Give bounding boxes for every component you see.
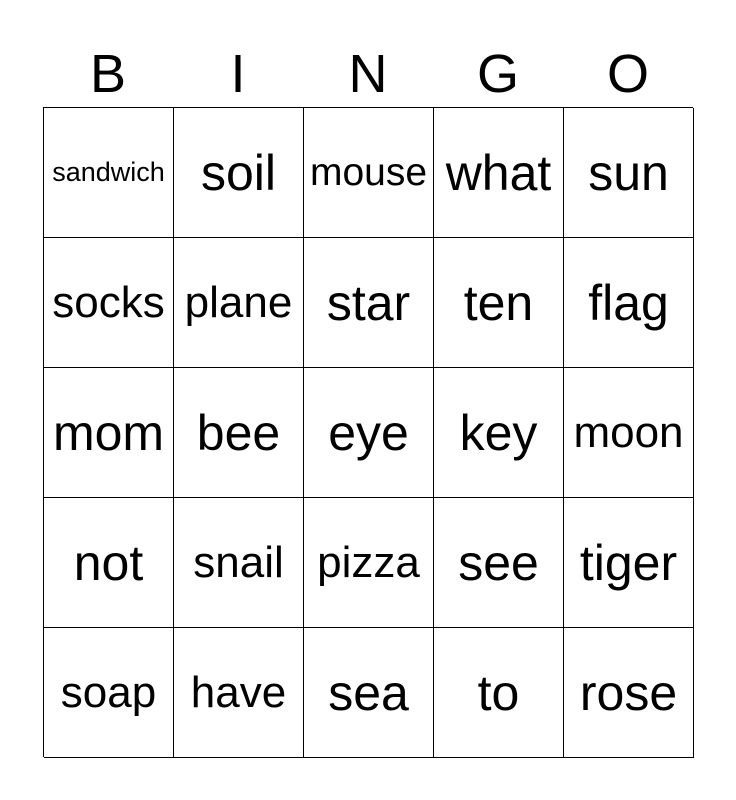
bingo-cell[interactable]: ten (434, 238, 564, 368)
bingo-header (43, 40, 693, 108)
bingo-cell[interactable]: moon (564, 368, 694, 498)
bingo-cell[interactable]: sea (304, 628, 434, 758)
bingo-cell[interactable]: socks (44, 238, 174, 368)
bingo-cell[interactable]: pizza (304, 498, 434, 628)
bingo-cell[interactable]: have (174, 628, 304, 758)
bingo-cell[interactable]: sandwich (44, 108, 174, 238)
bingo-cell[interactable]: to (434, 628, 564, 758)
bingo-cell[interactable]: key (434, 368, 564, 498)
bingo-cell[interactable]: mom (44, 368, 174, 498)
bingo-cell[interactable]: soil (174, 108, 304, 238)
bingo-cell[interactable]: eye (304, 368, 434, 498)
bingo-cell[interactable]: soap (44, 628, 174, 758)
header-letter-n: N (348, 44, 388, 104)
bingo-cell[interactable]: not (44, 498, 174, 628)
bingo-cell[interactable]: plane (174, 238, 304, 368)
bingo-board (43, 107, 693, 757)
bingo-cell[interactable]: bee (174, 368, 304, 498)
header-letter-g: G (476, 44, 519, 104)
bingo-cell[interactable]: see (434, 498, 564, 628)
bingo-cell[interactable]: tiger (564, 498, 694, 628)
bingo-cell[interactable]: star (304, 238, 434, 368)
bingo-cell[interactable]: what (434, 108, 564, 238)
header-letter-i: I (230, 44, 246, 104)
bingo-cell[interactable]: flag (564, 238, 694, 368)
bingo-cell[interactable]: mouse (304, 108, 434, 238)
header-letter-b: B (89, 44, 127, 104)
bingo-cell[interactable]: sun (564, 108, 694, 238)
bingo-cell[interactable]: rose (564, 628, 694, 758)
bingo-cell[interactable]: snail (174, 498, 304, 628)
header-letter-o: O (606, 44, 649, 104)
